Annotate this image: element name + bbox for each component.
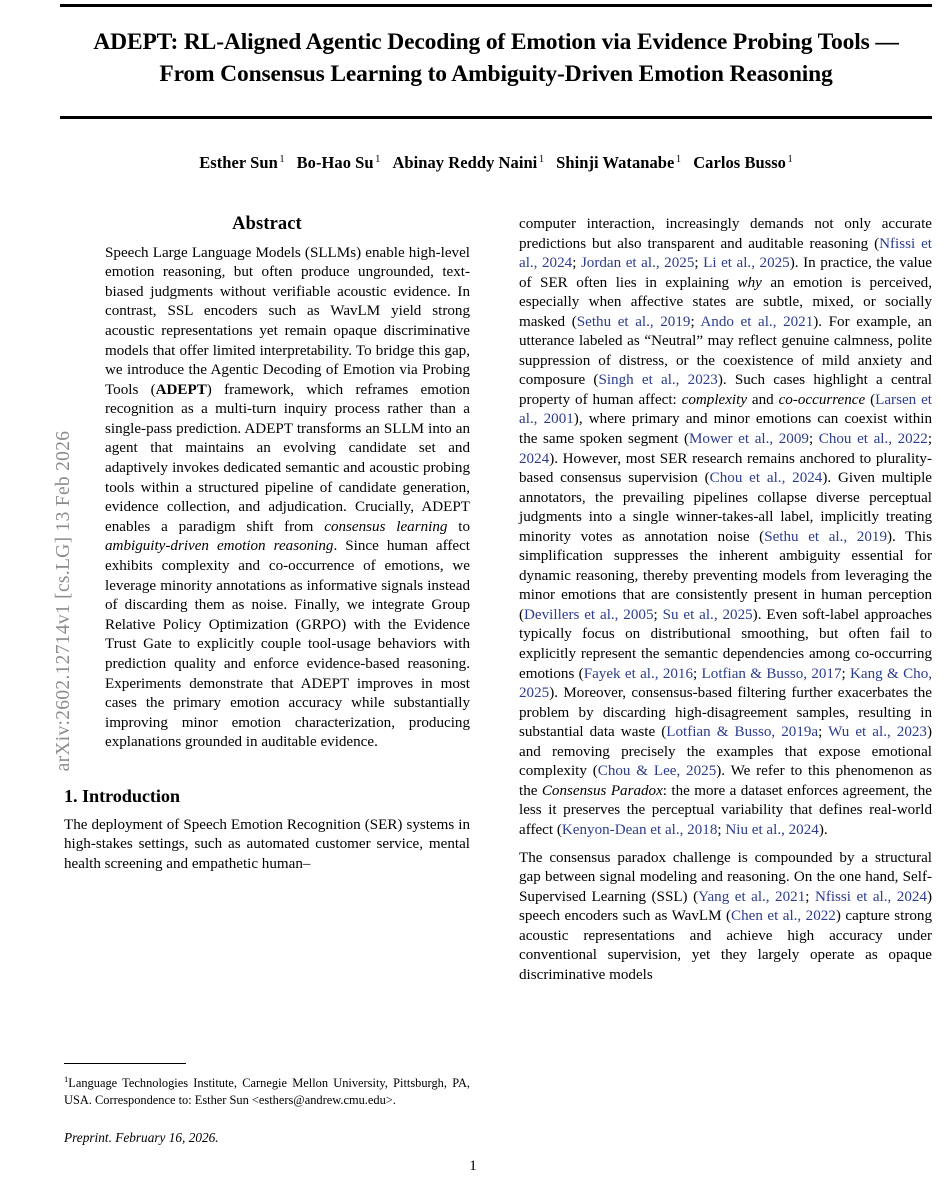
author-1-name: Esther Sun: [199, 153, 278, 172]
citation-niu-2024[interactable]: Niu et al., 2024: [725, 821, 819, 838]
rc-p1-s3: ;: [694, 255, 704, 272]
rc-p1-s20: ;: [841, 665, 851, 682]
citation-yang-2021[interactable]: Yang et al., 2021: [698, 888, 806, 905]
rc-p1-italic-cooccurrence: co-occurrence: [778, 391, 866, 408]
abstract-body: [105, 244, 470, 753]
author-5-name: Carlos Busso: [693, 153, 786, 172]
rc-p1-s16: ). This simplification suppresses the inherent ambiguity essential for dynamic reasoning, thereby preventing models from leveraging the minor emotions that are consistently present in human perception (: [519, 528, 932, 623]
rc-p1-s27: ).: [818, 821, 828, 838]
preprint-notice: Preprint. February 16, 2026.: [64, 1130, 219, 1146]
footnote-affiliation: [64, 1071, 470, 1108]
citation-kenyon-dean-2018[interactable]: Kenyon-Dean et al., 2018: [561, 821, 718, 838]
author-4-name: Shinji Watanabe: [556, 153, 675, 172]
citation-jordan-2025[interactable]: Jordan et al., 2025: [580, 255, 695, 272]
rc-p2-s2: ;: [805, 888, 815, 905]
footnote-marker: 1: [64, 1074, 69, 1085]
citation-chou-2024[interactable]: Chou et al., 2024: [709, 470, 823, 487]
abstract-text-a: Speech Large Language Models (SLLMs) enable high-level emotion reasoning, but often produce ungrounded, text-biased judgments without verifiable acoustic evidence. In contrast, SSL encoders such as WavLM yield strong acoustic representations yet remain opaque discriminative models that offer limited interpretability. To bridge this gap, we introduce the Agentic Decoding of Emotion via Probing Tools (: [105, 244, 470, 398]
abstract-text-d: . Since human affect exhibits complexity and co-occurrence of emotions, we leverage minority annotations as informative signals instead of discarding them as noise. Finally, we integrate Group Relative Policy Optimization (GRPO) with the Evidence Trust Gate to explicitly couple tool-usage behaviors with prediction quality and enforce evidence-based reasoning. Experiments demonstrate that ADEPT improves in most cases the primary emotion accuracy while substantially improving minor emotion characterization, producing explanations grounded in auditable evidence.: [105, 538, 470, 751]
rc-p2-s3: ) speech encoders such as WavLM (: [519, 888, 932, 925]
rc-p2-s1: The consensus paradox challenge is compounded by a structural gap between signal modeling and reasoning. On the one hand, Self-Supervised Learning (SSL) (: [519, 849, 932, 905]
author-4-affiliation-marker: 1: [675, 153, 682, 165]
footnote-affiliation-text: Language Technologies Institute, Carnegie Mellon University, Pittsburgh, PA, USA. Correspondence to: Esther Sun <esthers@andrew.cmu.edu>.: [64, 1076, 470, 1107]
abstract-text-b: ) framework, which reframes emotion recognition as a multi-turn inquiry process rather than a single-pass prediction. ADEPT transforms an SLLM into an agent that maintains an evolving candidate set and adaptively invokes dedicated semantic and acoustic probing tools within a structured pipeline of candidate generation, evidence collection, and adjudication. Crucially, ADEPT enables a paradigm shift from: [105, 381, 470, 535]
rc-p1-s23: ) and removing precisely the examples that expose emotional complexity (: [519, 724, 933, 780]
page-number: 1: [469, 1158, 477, 1174]
footnote-rule: [64, 1063, 186, 1064]
arxiv-stamp: arXiv:2602.12714v1 [cs.LG] 13 Feb 2026: [53, 430, 74, 772]
rc-p1-s4: ). In practice, the value of SER often lies in explaining: [519, 255, 932, 291]
author-1-affiliation-marker: 1: [279, 153, 285, 165]
title-line-2: From Consensus Learning to Ambiguity-Driven Emotion Reasoning: [159, 61, 833, 87]
citation-chou-lee-2025[interactable]: Chou & Lee, 2025: [597, 763, 717, 780]
rc-p1-s26: ;: [717, 821, 726, 838]
citation-larsen-2001[interactable]: Larsen et al., 2001: [519, 391, 932, 428]
title-line-1: ADEPT: RL-Aligned Agentic Decoding of Emotion via Evidence Probing Tools —: [93, 29, 899, 55]
citation-kang-cho-2025[interactable]: Kang & Cho, 2025: [519, 665, 933, 702]
rc-p1-s24: ). We refer to this phenomenon as the: [519, 763, 932, 799]
author-4: [556, 153, 681, 172]
rc-p1-s22: ;: [818, 724, 829, 741]
citation-su-2025[interactable]: Su et al., 2025: [662, 606, 753, 623]
author-2-name: Bo-Hao Su: [296, 153, 374, 172]
citation-wu-2023[interactable]: Wu et al., 2023: [828, 724, 927, 741]
rc-p1-s25: : the more a dataset enforces agreement, the less it preserves the perceptual variability that defines real-world affect (: [519, 782, 932, 838]
author-5-affiliation-marker: 1: [787, 153, 793, 165]
author-1: [199, 153, 284, 172]
abstract-heading: Abstract: [232, 214, 302, 234]
section-heading-introduction: 1. Introduction: [64, 785, 180, 806]
citation-ando-2021[interactable]: Ando et al., 2021: [700, 313, 814, 330]
rc-p1-s11: ), where primary and minor emotions can coexist within the same spoken segment (: [519, 411, 932, 448]
citation-nfissi-2024-b[interactable]: Nfissi et al., 2024: [814, 888, 927, 905]
introduction-paragraph-1: The deployment of Speech Emotion Recognition (SER) systems in high-stakes settings, such as automated customer service, mental health screening and empathetic human–: [64, 816, 470, 872]
citation-chou-2024-inline[interactable]: 2024: [519, 450, 550, 467]
author-3-affiliation-marker: 1: [538, 153, 545, 165]
citation-li-2025[interactable]: Li et al., 2025: [703, 255, 790, 272]
citation-lotfian-busso-2017[interactable]: Lotfian & Busso, 2017: [701, 665, 842, 682]
abstract-italic-consensus-learning: consensus learning: [324, 518, 448, 535]
citation-chen-2022[interactable]: Chen et al., 2022: [731, 908, 836, 925]
citation-singh-2023[interactable]: Singh et al., 2023: [598, 372, 718, 389]
rc-p2-s4: ) capture strong acoustic representations and achieve high accuracy under conventional supervision, yet they largely operate as opaque discriminative models: [519, 908, 932, 983]
abstract-text-c: to: [447, 518, 471, 535]
left-column: [64, 215, 470, 882]
right-paragraph-2: [519, 849, 932, 986]
rc-p1-s13: ;: [927, 431, 933, 448]
author-2: [297, 153, 381, 172]
rc-p1-s6: ;: [690, 313, 701, 330]
author-3: [392, 153, 544, 172]
citation-chou-2022[interactable]: Chou et al., 2022: [818, 431, 928, 448]
rc-p1-s1: computer interaction, increasingly demands not only accurate predictions but also transparent and auditable reasoning (: [519, 216, 932, 252]
citation-nfissi-2024[interactable]: Nfissi et al., 2024: [519, 235, 933, 272]
title-rule-top: [60, 4, 932, 7]
rc-p1-italic-why: why: [737, 274, 762, 291]
author-3-name: Abinay Reddy Naini: [392, 153, 538, 172]
rc-p1-s18: ). Even soft-label approaches typically focus on distributional smoothing, but often fail to explicitly represent the semantic dependencies among co-occurring emotions (: [519, 606, 932, 682]
page-title: [60, 26, 932, 90]
abstract-italic-ambiguity-driven: ambiguity-driven emotion reasoning: [105, 538, 334, 555]
rc-p1-s2: ;: [572, 255, 581, 272]
rc-p1-italic-consensus-paradox: Consensus Paradox: [541, 782, 663, 799]
right-column: [519, 215, 932, 993]
rc-p1-s21: ). Moreover, consensus-based filtering further exacerbates the problem by discarding high-disagreement samples, resulting in substantial data waste (: [519, 685, 932, 741]
rc-p1-s8: ). Such cases highlight a central property of human affect:: [519, 372, 933, 408]
citation-fayek-2016[interactable]: Fayek et al., 2016: [583, 665, 694, 682]
citation-devillers-2005[interactable]: Devillers et al., 2005: [524, 606, 654, 623]
rc-p1-s12: ;: [808, 431, 819, 448]
title-rule-bottom: [60, 116, 932, 119]
author-5: [693, 153, 793, 172]
rc-p1-s7: ). For example, an utterance labeled as “Neutral” may reflect genuine calmness, polite suppression of distress, or the coexistence of mild anxiety and composure (: [519, 313, 932, 389]
footnote-block: [64, 1063, 470, 1146]
author-list: [60, 153, 932, 173]
citation-lotfian-busso-2019a[interactable]: Lotfian & Busso, 2019a: [666, 724, 819, 741]
rc-p1-s14: ). However, most SER research remains anchored to plurality-based consensus supervision (: [519, 450, 932, 487]
citation-mower-2009[interactable]: Mower et al., 2009: [688, 431, 809, 448]
rc-p1-s5: an emotion is perceived, especially when affective states are subtle, mixed, or socially masked (: [519, 274, 932, 330]
abstract-adept-bold: ADEPT: [155, 381, 207, 398]
rc-p1-s17: ;: [653, 606, 663, 623]
right-paragraph-1: [519, 215, 932, 841]
rc-p1-italic-complexity: complexity: [681, 391, 748, 408]
citation-sethu-2019-a[interactable]: Sethu et al., 2019: [576, 313, 691, 330]
rc-p1-s15: ). Given multiple annotators, the prevailing pipelines collapse diverse perceptual judgments into a single winner-takes-all label, implicitly treating minority votes as annotation noise (: [519, 470, 932, 545]
citation-sethu-2019-b[interactable]: Sethu et al., 2019: [764, 528, 887, 545]
rc-p1-s9: and: [747, 391, 779, 408]
rc-p1-s10: (: [865, 391, 876, 408]
rc-p1-s19: ;: [693, 665, 702, 682]
author-2-affiliation-marker: 1: [375, 153, 381, 165]
